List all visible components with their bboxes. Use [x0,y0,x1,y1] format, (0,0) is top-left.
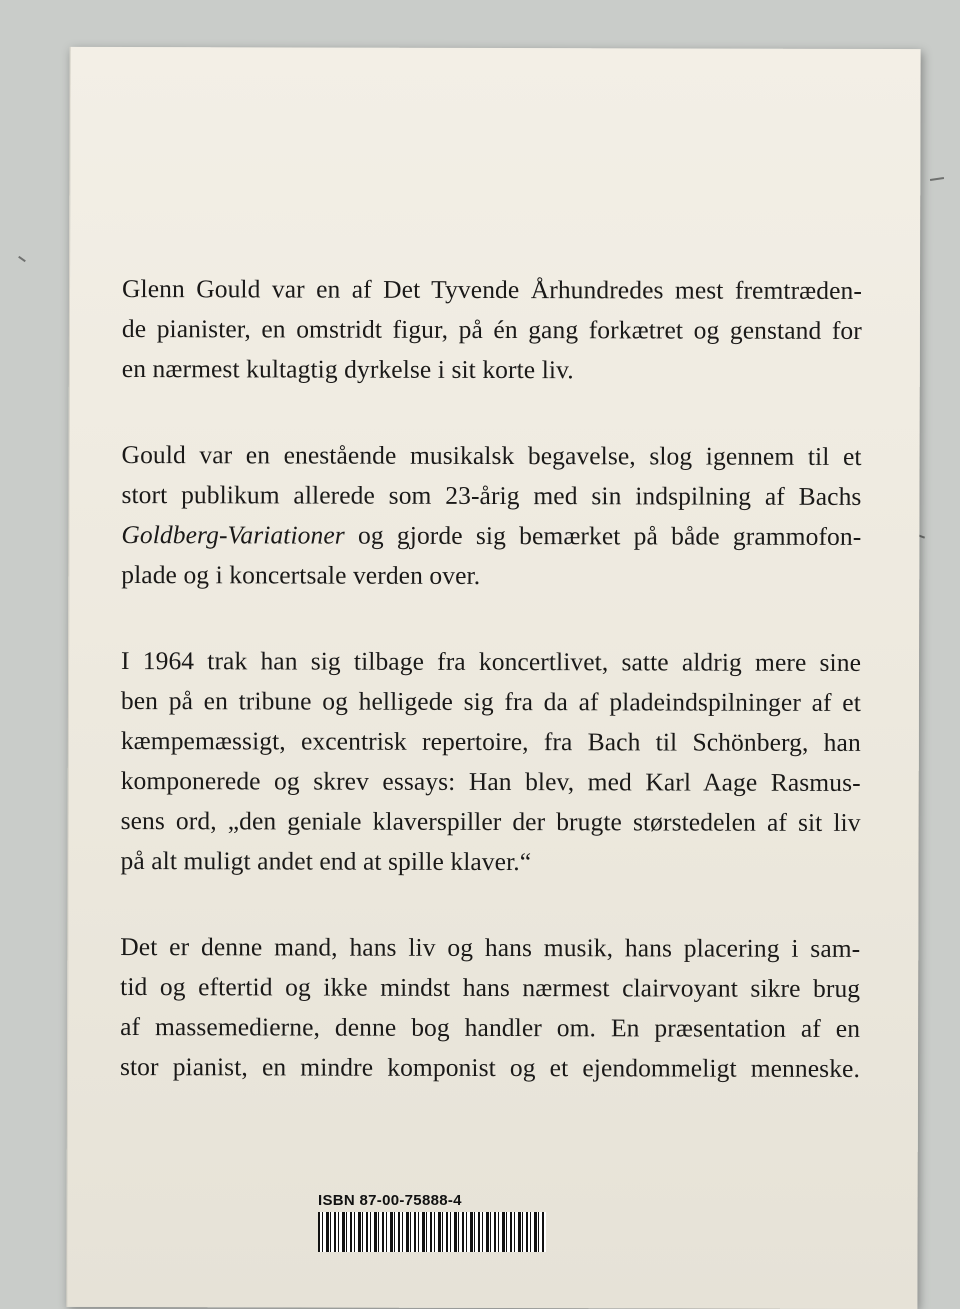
text-line: Det er denne mand, hans liv og hans musik, hans placering i sam- [120,932,861,963]
text-line: ben på en tribune og helligede sig fra da af pladeindspilninger af et [120,686,861,717]
blurb-text [120,269,862,1135]
text-line: komponerede og skrev essays: Han blev, med Karl Aage Rasmus- [120,766,861,797]
barcode-bars [318,1212,546,1252]
text-line: tid og eftertid og ikke mindst hans nærmest clairvoyant sikre brug [120,972,861,1003]
text-fragment: og gjorde sig bemærket på både grammofon- [344,520,862,551]
dust-speck [18,256,26,262]
text-line: sens ord, „den geniale klaverspiller der brugte størstedelen af sit liv [120,806,861,837]
text-line: stort publikum allerede som 23-årig med sin indspilning af Bachs [121,480,862,511]
text-line: de pianister, en omstridt figur, på én gang forkætret og genstand for [121,314,862,345]
isbn-number: ISBN 87-00-75888-4 [318,1192,462,1209]
text-line: Glenn Gould var en af Det Tyvende Århundredes mest fremtræden- [121,274,863,305]
text-line [121,515,861,557]
text-line: af massemedierne, denne bog handler om. En præsentation af en [120,1012,861,1043]
blurb-paragraph-3 [120,641,861,883]
text-line: plade og i koncertsale verden over. [121,560,481,590]
text-line: kæmpemæssigt, excentrisk repertoire, fra Bach til Schönberg, han [120,726,861,757]
blurb-paragraph-2 [121,435,861,597]
book-back-cover [66,47,920,1309]
text-line: Gould var en enestående musikalsk begavelse, slog igennem til et [121,440,862,471]
dust-speck [930,177,944,181]
text-line: på alt muligt andet end at spille klaver.“ [120,846,532,877]
blurb-paragraph-1 [122,269,862,391]
blurb-paragraph-4 [120,927,860,1089]
text-line: stor pianist, en mindre komponist og et ejendommeligt menneske. [119,1052,861,1083]
book-title-italic: Goldberg-Variationer [121,520,345,550]
text-line: I 1964 trak han sig tilbage fra koncertlivet, satte aldrig mere sine [121,646,862,677]
text-line: en nærmest kultagtig dyrkelse i sit korte liv. [121,354,574,385]
isbn-barcode [318,1192,548,1262]
